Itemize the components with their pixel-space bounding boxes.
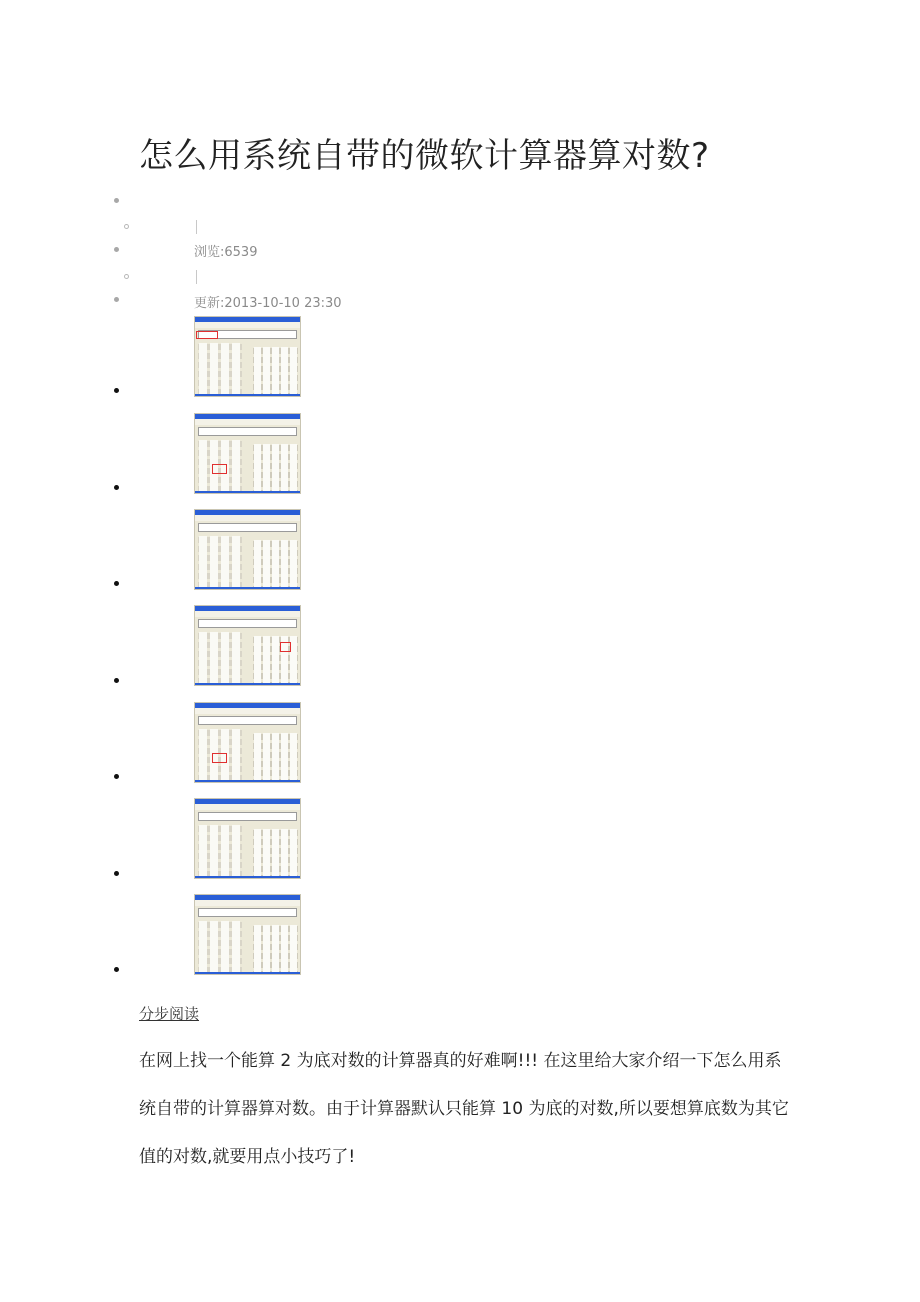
list-bullet: [114, 297, 119, 302]
list-bullet: [114, 247, 119, 252]
calculator-screenshot-2[interactable]: [194, 413, 301, 494]
views-value: 6539: [224, 245, 258, 260]
intro-paragraph: 在网上找一个能算 2 为底对数的计算器真的好难啊!!! 在这里给大家介绍一下怎么用系统自带的计算器算对数。由于计算器默认只能算 10 为底的对数,所以要想算底数为其它值的对数,就要用点小技巧了!: [139, 1051, 789, 1167]
list-bullet: [114, 967, 119, 972]
step-reading-link[interactable]: 分步阅读: [139, 1005, 200, 1023]
calculator-screenshot-3[interactable]: [194, 509, 301, 590]
calculator-screenshot-7[interactable]: [194, 894, 301, 975]
page-title: 怎么用系统自带的微软计算器算对数?: [139, 136, 710, 176]
calculator-screenshot-1[interactable]: [194, 316, 301, 397]
list-bullet: [114, 871, 119, 876]
sub-list-bullet: [124, 274, 129, 279]
views-count: [194, 241, 257, 260]
list-bullet: [114, 388, 119, 393]
views-label: 浏览:: [194, 245, 225, 260]
updated-date: [194, 292, 342, 311]
updated-value: 2013-10-10 23:30: [224, 296, 342, 311]
list-bullet: [114, 485, 119, 490]
list-bullet: [114, 678, 119, 683]
list-bullet: [114, 774, 119, 779]
sub-list-bullet: [124, 224, 129, 229]
meta-divider: [196, 220, 197, 234]
calculator-screenshot-6[interactable]: [194, 798, 301, 879]
list-bullet: [114, 198, 119, 203]
meta-divider: [196, 270, 197, 284]
updated-label: 更新:: [194, 296, 225, 311]
calculator-screenshot-5[interactable]: [194, 702, 301, 783]
calculator-screenshot-4[interactable]: [194, 605, 301, 686]
list-bullet: [114, 581, 119, 586]
